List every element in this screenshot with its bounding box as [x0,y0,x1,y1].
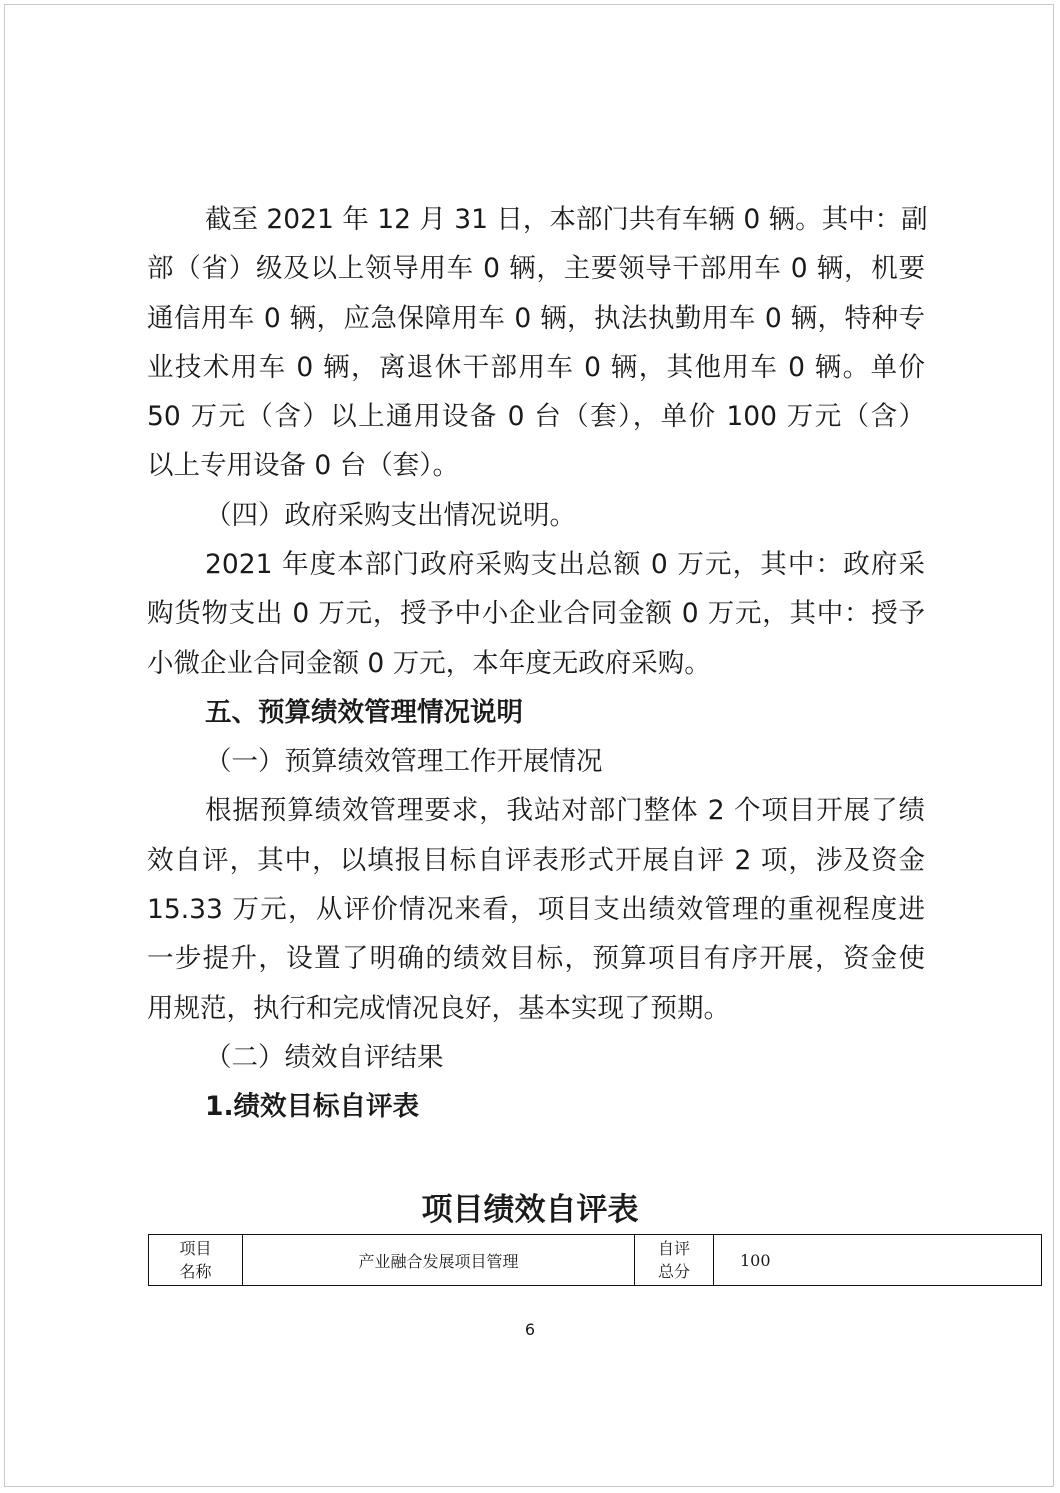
paragraph-line: 50 万元（含）以上通用设备 0 台（套），单价 100 万元（含） [147,401,925,432]
label-line: 项目 [179,1239,212,1258]
score-value: 100 [714,1235,1042,1286]
label-line: 名称 [179,1262,212,1281]
paragraph-line: 2021 年度本部门政府采购支出总额 0 万元，其中：政府采 [205,549,925,580]
paragraph-line: 通信用车 0 辆，应急保障用车 0 辆，执法执勤用车 0 辆，特种专 [147,303,925,334]
paragraph-line: 业技术用车 0 辆，离退休干部用车 0 辆，其他用车 0 辆。单价 [147,352,925,383]
subsection-heading: （二）绩效自评结果 [205,1042,444,1073]
subsection-heading: （一）预算绩效管理工作开展情况 [205,746,603,777]
paragraph-line: 截至 2021 年 12 月 31 日，本部门共有车辆 0 辆。其中：副 [205,204,928,235]
paragraph-line: 小微企业合同金额 0 万元，本年度无政府采购。 [147,648,711,679]
paragraph-line: 购货物支出 0 万元，授予中小企业合同金额 0 万元，其中：授予 [147,598,925,629]
table-row [149,1235,1042,1286]
paragraph-line: 根据预算绩效管理要求，我站对部门整体 2 个项目开展了绩 [205,795,925,826]
section-heading: （四）政府采购支出情况说明。 [205,500,576,531]
score-label [635,1235,714,1286]
project-name-label [149,1235,243,1286]
label-line: 总分 [657,1262,690,1281]
paragraph-line: 15.33 万元，从评价情况来看，项目支出绩效管理的重视程度进 [147,894,925,925]
evaluation-table [148,1234,1042,1286]
project-name-value: 产业融合发展项目管理 [243,1235,635,1286]
paragraph-line: 以上专用设备 0 台（套）。 [147,450,459,481]
paragraph-line: 一步提升，设置了明确的绩效目标，预算项目有序开展，资金使 [147,943,925,974]
table-heading: 1.绩效目标自评表 [205,1091,420,1122]
paragraph-line: 部（省）级及以上领导用车 0 辆，主要领导干部用车 0 辆，机要 [147,253,925,284]
section-heading: 五、预算绩效管理情况说明 [205,697,523,728]
paragraph-line: 用规范，执行和完成情况良好，基本实现了预期。 [147,993,730,1024]
label-line: 自评 [657,1239,690,1258]
paragraph-line: 效自评，其中，以填报目标自评表形式开展自评 2 项，涉及资金 [147,845,925,876]
page-number: 6 [524,1320,536,1339]
table-title: 项目绩效自评表 [421,1192,639,1228]
